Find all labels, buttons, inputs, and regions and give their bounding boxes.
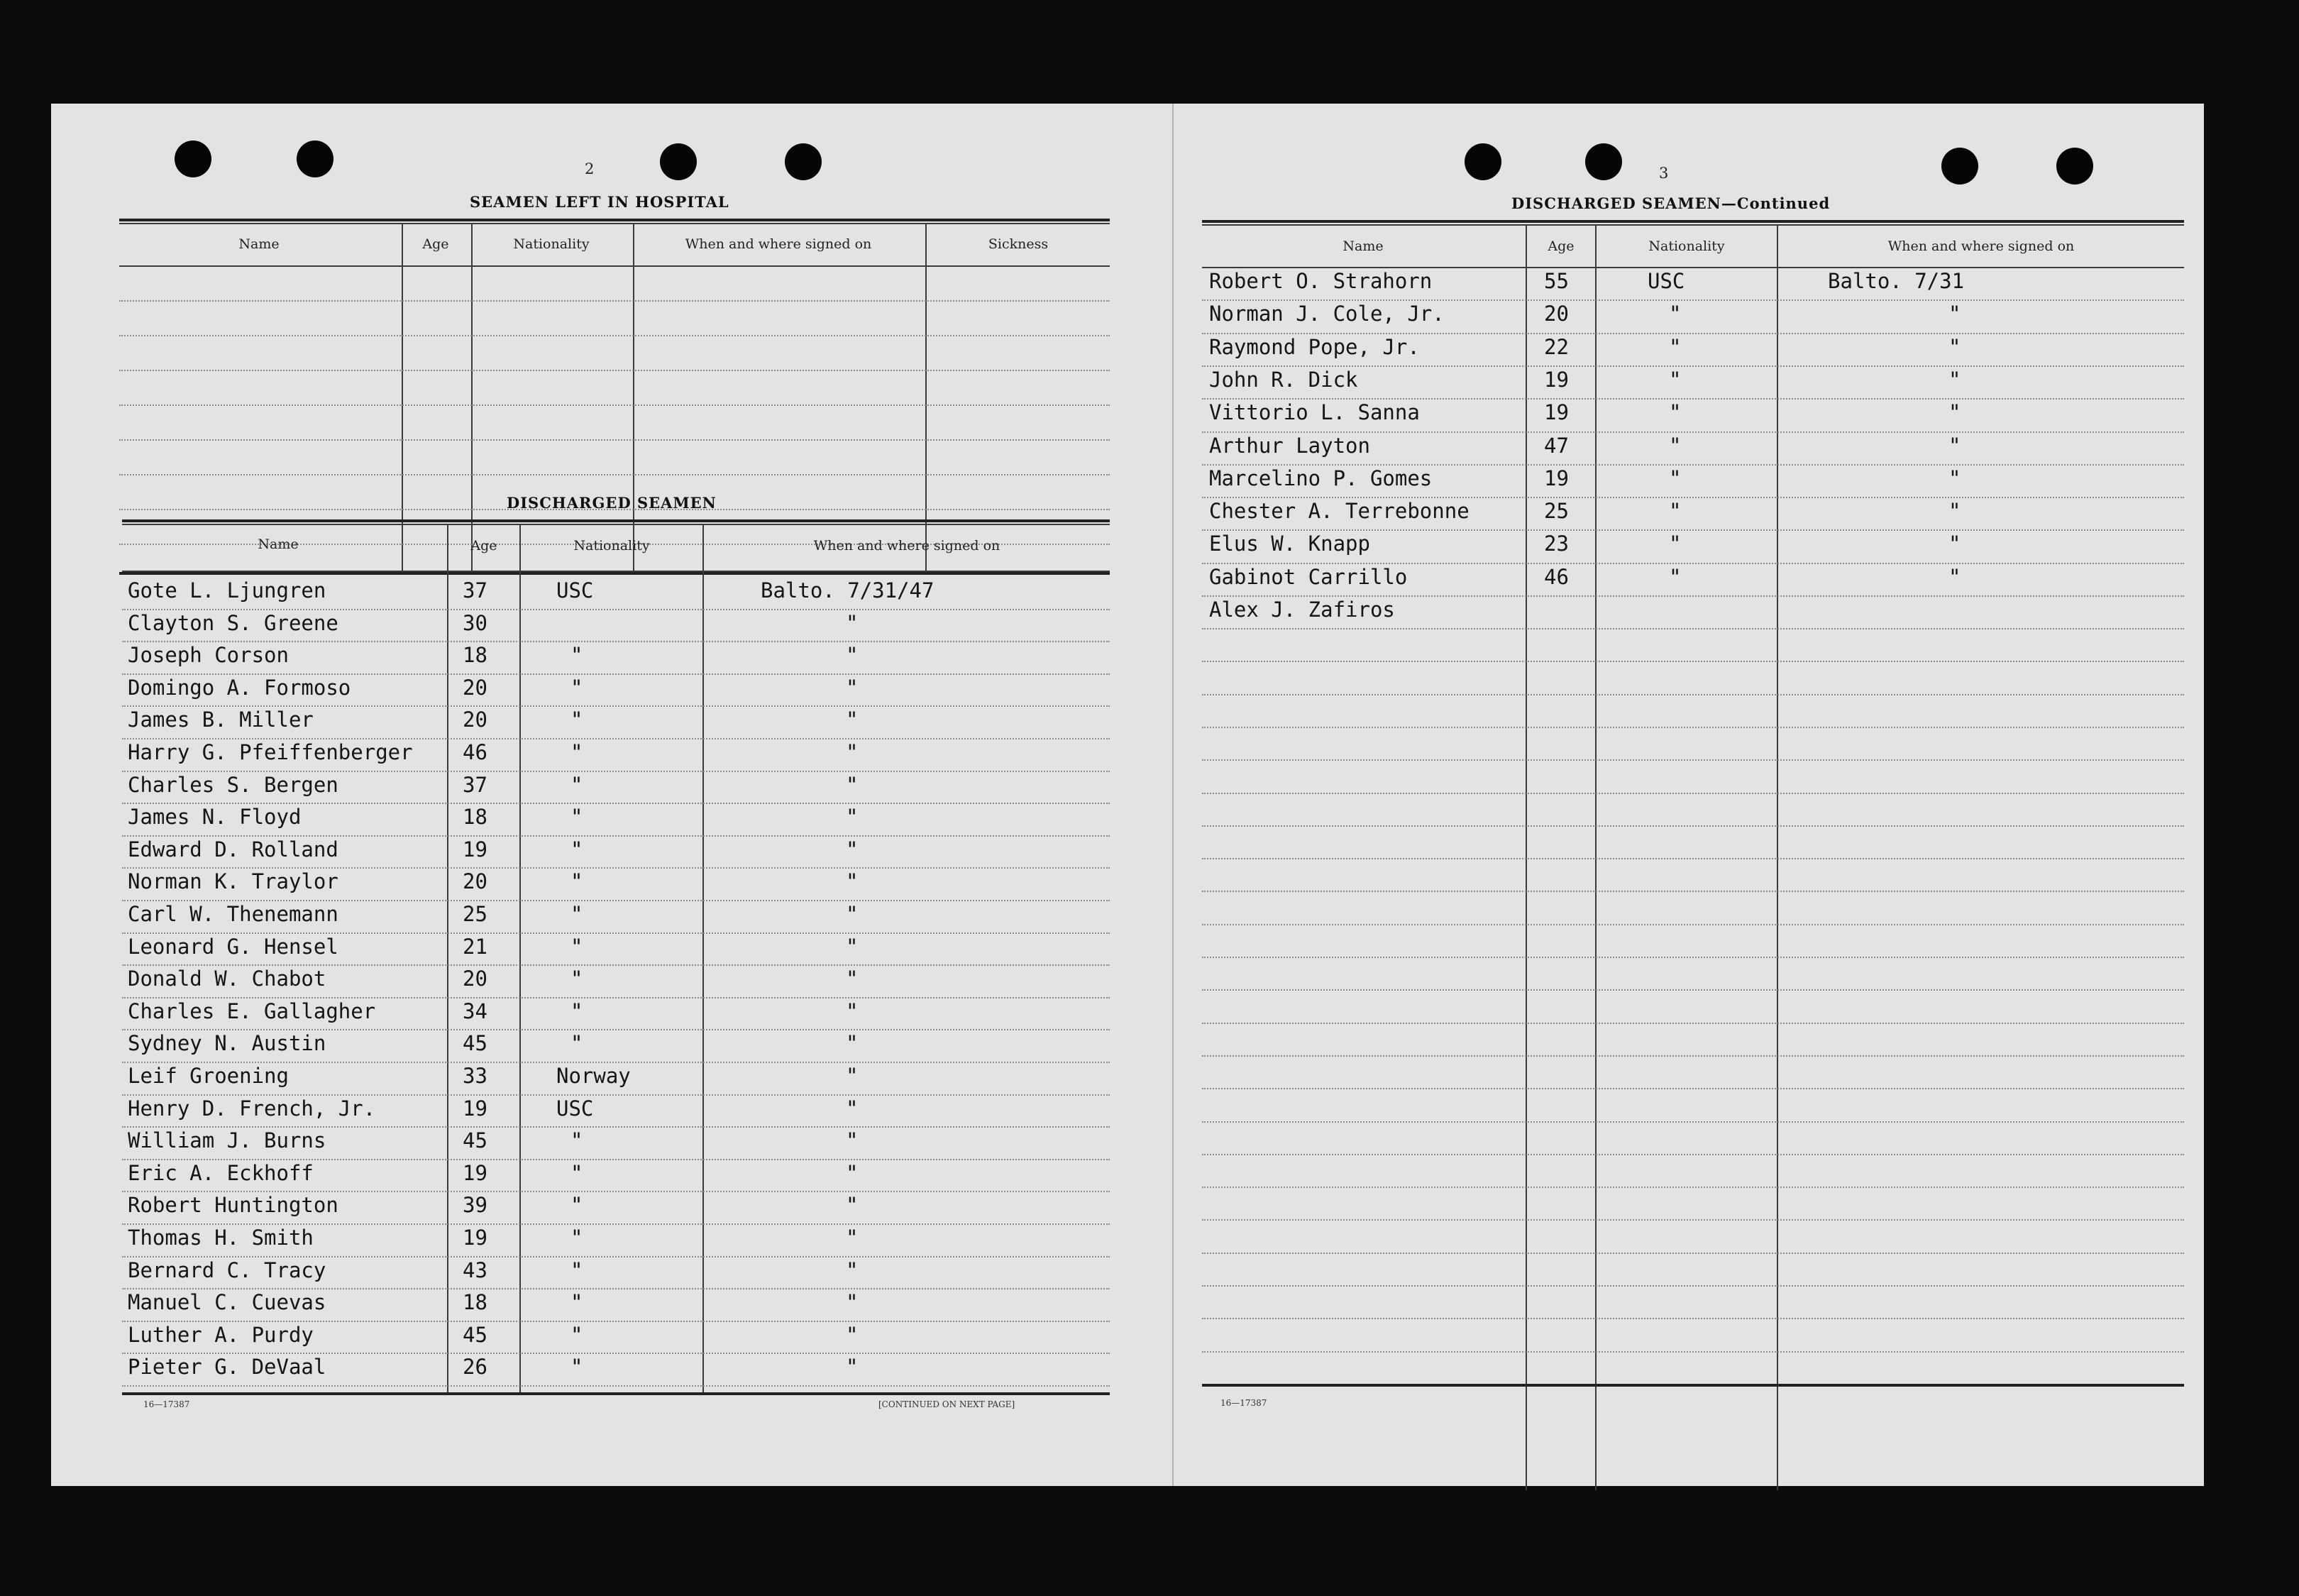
seaman-age: 46 [463,740,487,764]
seaman-age: 20 [463,967,487,991]
seaman-age: 20 [463,708,487,732]
hospital-row-line [119,439,1110,441]
seaman-nationality: " [570,708,583,732]
row-line [1202,661,2184,662]
seaman-name: Joseph Corson [128,643,289,668]
page-fold [1172,104,1174,1486]
seaman-name: Pieter G. DeVaal [128,1355,326,1380]
seaman-nationality: " [1669,499,1682,524]
seaman-name: Bernard C. Tracy [128,1257,326,1282]
seaman-signed-on: " [846,1064,859,1088]
seaman-age: 37 [463,578,487,602]
right-header-age: Age [1548,238,1575,254]
seaman-name: James N. Floyd [128,805,302,830]
row-line [122,705,1110,707]
row-line [1202,529,2184,531]
page-number: 3 [1659,165,1669,182]
row-line [1202,595,2184,597]
seaman-nationality: " [1669,400,1682,425]
seaman-age: 43 [463,1257,487,1282]
document-sheet [51,104,2204,1486]
seaman-name: Norman J. Cole, Jr. [1209,302,1445,326]
seaman-name: Edward D. Rolland [128,837,338,862]
row-line [122,1288,1110,1289]
hospital-row-line [119,300,1110,302]
seaman-nationality: " [570,1193,583,1218]
row-line [122,738,1110,739]
row-line [1202,398,2184,400]
row-line [1202,924,2184,925]
row-line [122,609,1110,610]
seaman-signed-on: " [1948,334,1961,359]
seaman-signed-on: " [846,1193,859,1218]
seaman-age: 30 [463,610,487,635]
row-line [1202,858,2184,859]
seaman-age: 18 [463,643,487,668]
row-line [122,900,1110,901]
seaman-name: Sydney N. Austin [128,1031,326,1056]
row-line [122,1321,1110,1322]
seaman-nationality: " [570,1355,583,1380]
seaman-age: 20 [463,675,487,700]
seaman-name: John R. Dick [1209,367,1358,392]
seaman-name: Leonard G. Hensel [128,934,338,959]
seaman-age: 45 [463,1031,487,1056]
seaman-nationality: " [570,869,583,894]
row-line [122,1029,1110,1030]
seaman-signed-on: " [1948,367,1961,392]
punch-hole [1585,143,1622,180]
continued-section-title: DISCHARGED SEAMEN—Continued [1511,194,1831,212]
seaman-signed-on: " [846,967,859,991]
row-line [1202,793,2184,794]
seaman-age: 45 [463,1322,487,1347]
seaman-age: 19 [463,1096,487,1121]
row-line [1202,1219,2184,1221]
right-header-signed-on: When and where signed on [1887,238,2075,254]
seaman-signed-on: " [1948,466,1961,490]
seaman-nationality: " [570,772,583,797]
row-line [122,1159,1110,1160]
seaman-name: Marcelino P. Gomes [1209,466,1433,490]
seaman-age: 33 [463,1064,487,1088]
seaman-signed-on: " [846,998,859,1023]
seaman-name: Manuel C. Cuevas [128,1290,326,1315]
seaman-signed-on: " [846,934,859,959]
seaman-signed-on: " [846,1322,859,1347]
seaman-nationality: " [570,1128,583,1153]
seaman-name: Eric A. Eckhoff [128,1160,314,1185]
row-line [122,964,1110,966]
seaman-nationality: " [1669,433,1682,458]
seaman-name: Robert Huntington [128,1193,338,1218]
seaman-name: Carl W. Thenemann [128,902,338,926]
seaman-name: Chester A. Terrebonne [1209,499,1470,524]
row-line [122,1256,1110,1257]
punch-hole [1465,143,1501,180]
seaman-signed-on: " [846,1128,859,1153]
row-line [1202,1154,2184,1155]
right-header-rule [1202,267,2184,268]
seaman-signed-on: " [1948,433,1961,458]
row-line [1202,1088,2184,1089]
row-line [1202,1318,2184,1319]
seaman-age: 25 [1544,499,1569,524]
seaman-nationality: " [1669,302,1682,326]
row-line [1202,628,2184,629]
seaman-age: 19 [1544,400,1569,425]
hospital-row-line [119,370,1110,371]
seaman-signed-on: " [846,772,859,797]
hospital-row-line [119,335,1110,336]
seaman-nationality: " [570,1290,583,1315]
row-line [122,997,1110,998]
row-line [122,1223,1110,1225]
row-line [1202,891,2184,892]
seaman-nationality: " [570,934,583,959]
seaman-nationality: USC [1648,269,1685,293]
seaman-nationality: " [570,675,583,700]
seaman-signed-on: " [846,805,859,830]
seaman-nationality: USC [556,1096,594,1121]
punch-hole [297,141,333,177]
row-line [1202,825,2184,827]
row-line [1202,1055,2184,1057]
discharged-bottom-rule [122,1392,1110,1395]
seaman-nationality: " [1669,532,1682,556]
seaman-signed-on: " [846,1160,859,1185]
right-top-rule [1202,220,2184,223]
seaman-signed-on: " [846,869,859,894]
row-line [1202,1253,2184,1254]
discharged-top-rule [122,519,1110,522]
seaman-signed-on: " [846,902,859,926]
seaman-name: Norman K. Traylor [128,869,338,894]
seaman-signed-on: " [1948,532,1961,556]
seaman-name: Gabinot Carrillo [1209,564,1408,589]
discharged-col-divider [447,525,448,1392]
seaman-name: Donald W. Chabot [128,967,326,991]
seaman-age: 21 [463,934,487,959]
seaman-name: James B. Miller [128,708,314,732]
row-line [1202,563,2184,564]
seaman-name: Gote L. Ljungren [128,578,326,602]
row-line [1202,1187,2184,1188]
hospital-header-rule [119,265,1110,267]
seaman-nationality: " [570,643,583,668]
seaman-age: 19 [1544,466,1569,490]
seaman-age: 45 [463,1128,487,1153]
seaman-age: 19 [463,1160,487,1185]
row-line [1202,1023,2184,1024]
discharged-header-rule [122,571,1110,572]
form-number: 16—17387 [143,1399,190,1409]
seaman-signed-on: " [1948,400,1961,425]
seaman-nationality: USC [556,578,594,602]
seaman-name: William J. Burns [128,1128,326,1153]
seaman-nationality: " [570,1322,583,1347]
seaman-age: 23 [1544,532,1569,556]
seaman-nationality: " [570,740,583,764]
seaman-age: 20 [1544,302,1569,326]
seaman-signed-on: Balto. 7/31/47 [761,578,935,602]
seaman-nationality: " [1669,367,1682,392]
seaman-signed-on: Balto. 7/31 [1828,269,1965,293]
seaman-nationality: Norway [556,1064,631,1088]
row-line [122,771,1110,772]
seaman-signed-on: " [846,643,859,668]
row-line [122,835,1110,837]
punch-hole [175,141,211,177]
seaman-age: 34 [463,998,487,1023]
seaman-name: Henry D. French, Jr. [128,1096,376,1121]
seaman-name: Vittorio L. Sanna [1209,400,1420,425]
row-line [122,1094,1110,1096]
right-header-nationality: Nationality [1648,238,1725,254]
discharged-col-divider [519,525,521,1392]
seaman-nationality: " [570,1257,583,1282]
row-line [122,803,1110,804]
seaman-nationality: " [570,1160,583,1185]
seaman-age: 46 [1544,564,1569,589]
seaman-signed-on: " [846,1096,859,1121]
seaman-signed-on: " [846,1290,859,1315]
hospital-top-rule [119,219,1110,221]
discharged-header-signed-on: When and where signed on [813,538,1000,554]
seaman-signed-on: " [846,837,859,862]
seaman-age: 22 [1544,334,1569,359]
page-number: 2 [585,160,595,177]
right-header-name: Name [1343,238,1384,254]
seaman-age: 19 [463,1226,487,1250]
hospital-header-signed-on: When and where signed on [685,236,872,252]
seaman-nationality: " [570,1226,583,1250]
seaman-name: Clayton S. Greene [128,610,338,635]
row-line [1202,1121,2184,1123]
punch-hole [785,143,822,180]
seaman-nationality: " [570,1031,583,1056]
seaman-name: Harry G. Pfeiffenberger [128,740,413,764]
row-line [122,932,1110,934]
seaman-signed-on: " [846,1031,859,1056]
hospital-header-age: Age [422,236,449,252]
row-line [122,1353,1110,1354]
row-line [1202,431,2184,433]
form-number: 16—17387 [1220,1398,1267,1408]
seaman-signed-on: " [846,1226,859,1250]
seaman-signed-on: " [846,610,859,635]
seaman-age: 55 [1544,269,1569,293]
seaman-age: 19 [463,837,487,862]
discharged-col-divider [702,525,704,1392]
seaman-name: Thomas H. Smith [128,1226,314,1250]
row-line [1202,759,2184,761]
row-line [122,867,1110,869]
row-line [122,1191,1110,1192]
seaman-signed-on: " [846,1355,859,1380]
hospital-bottom-rule [119,572,1110,575]
seaman-age: 37 [463,772,487,797]
punch-hole [1941,148,1978,185]
row-line [122,673,1110,675]
seaman-nationality: " [1669,466,1682,490]
seaman-nationality: " [570,967,583,991]
seaman-name: Arthur Layton [1209,433,1370,458]
hospital-row-line [119,474,1110,475]
seaman-nationality: " [570,902,583,926]
row-line [122,1126,1110,1128]
hospital-header-nationality: Nationality [513,236,590,252]
seaman-name: Robert O. Strahorn [1209,269,1433,293]
row-line [122,1062,1110,1063]
seaman-age: 39 [463,1193,487,1218]
discharged-top-rule-2 [122,524,1110,525]
hospital-section-title: SEAMEN LEFT IN HOSPITAL [470,193,729,211]
seaman-name: Alex J. Zafiros [1209,598,1395,622]
discharged-header-name: Name [258,536,299,552]
row-line [1202,957,2184,958]
seaman-signed-on: " [846,675,859,700]
seaman-nationality: " [1669,564,1682,589]
hospital-header-name: Name [238,236,280,252]
seaman-age: 26 [463,1355,487,1380]
right-top-rule-2 [1202,224,2184,226]
seaman-age: 18 [463,1290,487,1315]
row-line [1202,365,2184,367]
seaman-signed-on: " [846,740,859,764]
seaman-age: 19 [1544,367,1569,392]
punch-hole [660,143,697,180]
right-bottom-rule [1202,1384,2184,1387]
discharged-header-age: Age [470,538,497,554]
seaman-age: 47 [1544,433,1569,458]
continued-note: [CONTINUED ON NEXT PAGE] [878,1399,1015,1409]
row-line [1202,989,2184,991]
seaman-signed-on: " [846,708,859,732]
discharged-header-nationality: Nationality [573,538,650,554]
seaman-signed-on: " [1948,564,1961,589]
row-line [1202,694,2184,695]
row-line [122,1385,1110,1387]
row-line [1202,497,2184,498]
seaman-nationality: " [570,837,583,862]
seaman-nationality: " [570,998,583,1023]
seaman-nationality: " [1669,334,1682,359]
row-line [1202,464,2184,466]
seaman-nationality: " [570,805,583,830]
seaman-name: Elus W. Knapp [1209,532,1370,556]
row-line [1202,1285,2184,1287]
hospital-row-line [119,404,1110,406]
hospital-header-sickness: Sickness [988,236,1049,252]
punch-hole [2056,148,2093,185]
seaman-name: Charles S. Bergen [128,772,338,797]
seaman-signed-on: " [1948,499,1961,524]
seaman-name: Charles E. Gallagher [128,998,376,1023]
seaman-name: Luther A. Purdy [128,1322,314,1347]
seaman-age: 18 [463,805,487,830]
row-line [1202,333,2184,334]
hospital-top-rule-2 [119,223,1110,224]
row-line [1202,727,2184,728]
seaman-name: Raymond Pope, Jr. [1209,334,1420,359]
row-line [1202,1351,2184,1353]
seaman-signed-on: " [846,1257,859,1282]
seaman-signed-on: " [1948,302,1961,326]
seaman-name: Domingo A. Formoso [128,675,351,700]
row-line [122,641,1110,642]
row-line [1202,299,2184,301]
seaman-age: 25 [463,902,487,926]
discharged-section-title: DISCHARGED SEAMEN [507,494,717,512]
seaman-name: Leif Groening [128,1064,289,1088]
seaman-age: 20 [463,869,487,894]
